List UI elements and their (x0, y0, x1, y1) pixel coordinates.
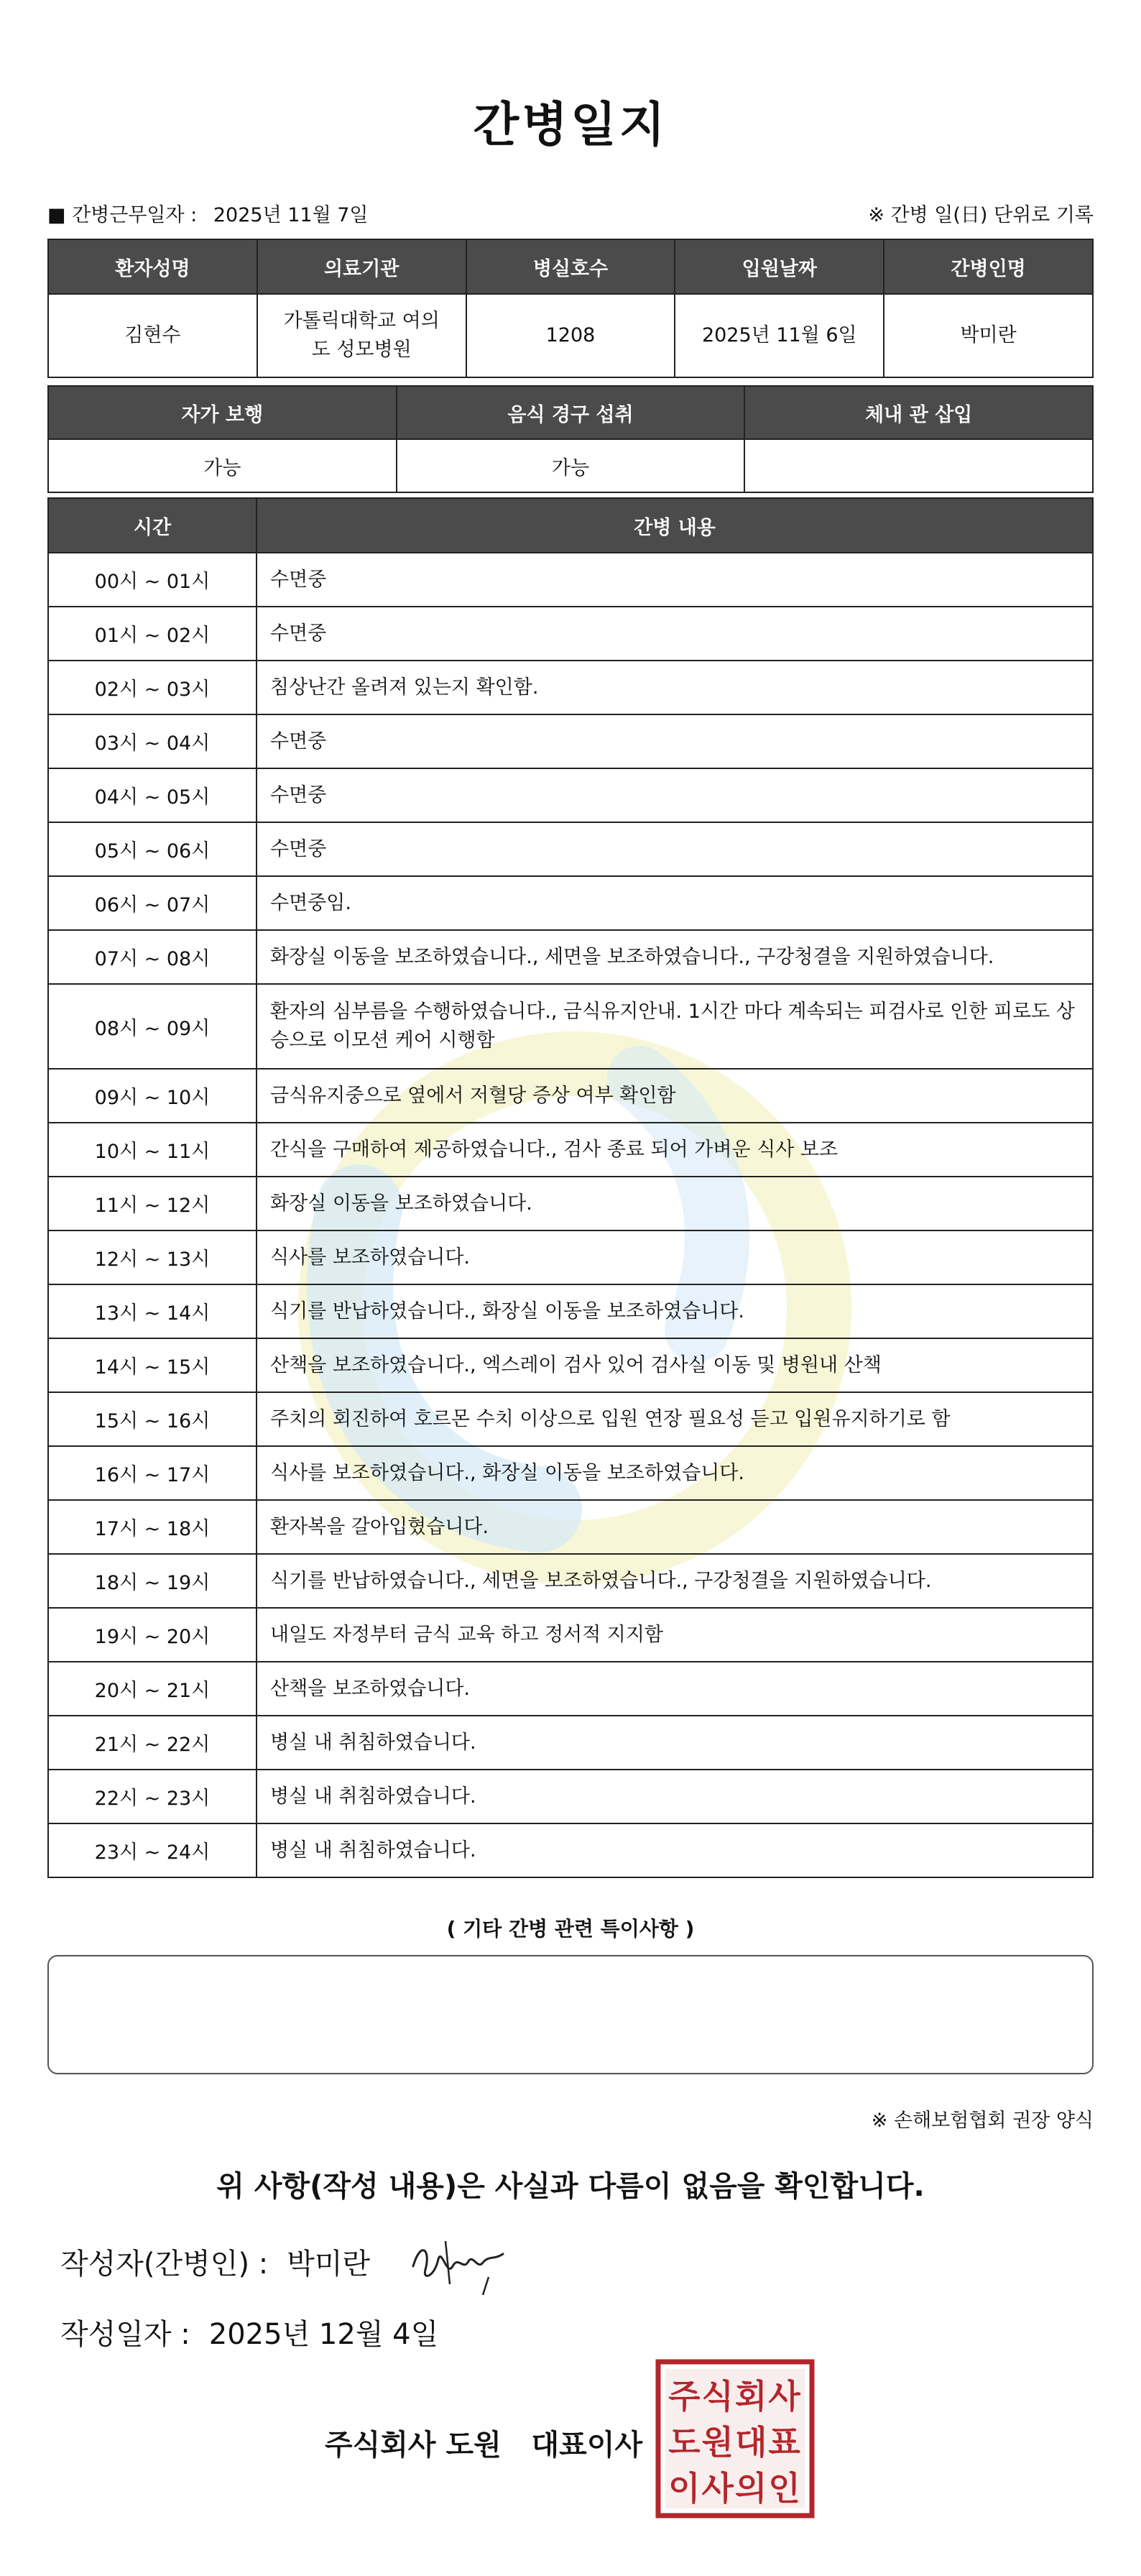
log-row (48, 1338, 1093, 1392)
log-time: 09시 ~ 10시 (48, 1069, 257, 1123)
log-row (48, 1608, 1093, 1662)
caregiver-name: 박미란 (884, 294, 1093, 377)
patient-info-table (47, 239, 1094, 378)
log-header-row (48, 498, 1093, 553)
log-time: 16시 ~ 17시 (48, 1446, 257, 1500)
log-content: 수면중 (257, 607, 1093, 661)
log-content: 수면중 (257, 768, 1093, 822)
log-row (48, 661, 1093, 714)
ability-header-row (48, 386, 1093, 439)
confirmation-statement: 위 사항(작성 내용)은 사실과 다름이 없음을 확인합니다. (216, 2170, 925, 2203)
log-content: 식사를 보조하였습니다. (257, 1230, 1093, 1284)
log-time: 01시 ~ 02시 (48, 607, 257, 661)
record-note: ※ 간병 일(日) 단위로 기록 (868, 203, 1094, 226)
log-time: 13시 ~ 14시 (48, 1284, 257, 1338)
header-caregiver: 간병인명 (884, 239, 1093, 294)
log-row (48, 1392, 1093, 1446)
log-time: 18시 ~ 19시 (48, 1554, 257, 1608)
log-time: 12시 ~ 13시 (48, 1230, 257, 1284)
self-walking-value: 가능 (48, 439, 397, 492)
written-date-label: 작성일자 : (60, 2318, 190, 2351)
svg-text:이사의인: 이사의인 (668, 2469, 802, 2508)
log-time: 03시 ~ 04시 (48, 714, 257, 768)
company-seal (654, 2358, 816, 2520)
work-date (47, 199, 369, 227)
log-row (48, 1554, 1093, 1608)
log-time: 05시 ~ 06시 (48, 822, 257, 876)
log-row (48, 1500, 1093, 1554)
log-content: 간식을 구매하여 제공하였습니다., 검사 종료 되어 가벼운 식사 보조 (257, 1123, 1093, 1177)
log-body (48, 553, 1093, 1877)
log-row (48, 1284, 1093, 1338)
log-content: 수면중 (257, 714, 1093, 768)
hospital-name: 가톨릭대학교 여의도 성모병원 (257, 294, 466, 377)
room-number: 1208 (466, 294, 675, 377)
header-time: 시간 (48, 498, 257, 553)
patient-name: 김현수 (48, 294, 257, 377)
log-content: 산책을 보조하였습니다. (257, 1662, 1093, 1716)
log-content: 식기를 반납하였습니다., 세면을 보조하였습니다., 구강청결을 지원하였습니다. (257, 1554, 1093, 1608)
log-row (48, 1662, 1093, 1716)
patient-value-row (48, 294, 1093, 377)
log-content: 식사를 보조하였습니다., 화장실 이동을 보조하였습니다. (257, 1446, 1093, 1500)
log-time: 23시 ~ 24시 (48, 1823, 257, 1877)
header-patient-name: 환자성명 (48, 239, 257, 294)
log-time: 19시 ~ 20시 (48, 1608, 257, 1662)
log-content: 주치의 회진하여 호르몬 수치 이상으로 입원 연장 필요성 듣고 입원유지하기로 함 (257, 1392, 1093, 1446)
writer-line (60, 2241, 370, 2282)
log-content: 금식유지중으로 옆에서 저혈당 증상 여부 확인함 (257, 1069, 1093, 1123)
log-content: 환자의 심부름을 수행하였습니다., 금식유지안내. 1시간 마다 계속되는 피검사로 인한 피로도 상승으로 이모션 케어 시행함 (257, 984, 1093, 1069)
handwritten-signature (402, 2227, 517, 2306)
log-content: 수면중임. (257, 876, 1093, 930)
log-row (48, 876, 1093, 930)
log-content: 화장실 이동을 보조하였습니다. (257, 1177, 1093, 1230)
log-row (48, 984, 1093, 1069)
log-row (48, 1823, 1093, 1877)
care-log-table (47, 497, 1094, 1878)
log-content: 수면중 (257, 822, 1093, 876)
log-content: 화장실 이동을 보조하였습니다., 세면을 보조하였습니다., 구강청결을 지원하였습니다. (257, 930, 1093, 984)
header-tube-insertion: 체내 관 삽입 (744, 386, 1093, 439)
info-row (47, 198, 1094, 227)
log-row (48, 1230, 1093, 1284)
header-admission-date: 입원날짜 (675, 239, 884, 294)
log-row (48, 768, 1093, 822)
header-room: 병실호수 (466, 239, 675, 294)
log-time: 04시 ~ 05시 (48, 768, 257, 822)
log-content: 병실 내 취침하였습니다. (257, 1770, 1093, 1823)
log-row (48, 553, 1093, 607)
log-time: 20시 ~ 21시 (48, 1662, 257, 1716)
writer-name: 박미란 (287, 2248, 371, 2281)
log-content: 병실 내 취침하였습니다. (257, 1716, 1093, 1770)
notes-title: ( 기타 간병 관련 특이사항 ) (446, 1917, 695, 1941)
header-self-walking: 자가 보행 (48, 386, 397, 439)
log-content: 병실 내 취침하였습니다. (257, 1823, 1093, 1877)
log-time: 07시 ~ 08시 (48, 930, 257, 984)
source-note: ※ 손해보험협회 권장 양식 (871, 2110, 1094, 2132)
log-content: 수면중 (257, 553, 1093, 607)
log-content: 산책을 보조하였습니다., 엑스레이 검사 있어 검사실 이동 및 병원내 산책 (257, 1338, 1093, 1392)
log-time: 15시 ~ 16시 (48, 1392, 257, 1446)
work-date-label: ■ 간병근무일자 : (47, 203, 198, 226)
log-time: 11시 ~ 12시 (48, 1177, 257, 1230)
log-row (48, 930, 1093, 984)
patient-ability-table (47, 385, 1094, 493)
admission-date: 2025년 11월 6일 (675, 294, 884, 377)
log-row (48, 1716, 1093, 1770)
log-time: 08시 ~ 09시 (48, 984, 257, 1069)
log-content: 침상난간 올려져 있는지 확인함. (257, 661, 1093, 714)
svg-text:도원대표: 도원대표 (668, 2423, 802, 2462)
log-row (48, 1069, 1093, 1123)
page-title: 간병일지 (473, 97, 668, 152)
log-time: 14시 ~ 15시 (48, 1338, 257, 1392)
log-time: 10시 ~ 11시 (48, 1123, 257, 1177)
log-content: 내일도 자정부터 금식 교육 하고 정서적 지지함 (257, 1608, 1093, 1662)
tube-insertion-value (744, 439, 1093, 492)
writer-label: 작성자(간병인) : (60, 2248, 269, 2281)
header-care-content: 간병 내용 (257, 498, 1093, 553)
log-content: 환자복을 갈아입혔습니다. (257, 1500, 1093, 1554)
written-date-line (60, 2312, 438, 2352)
log-time: 00시 ~ 01시 (48, 553, 257, 607)
log-time: 21시 ~ 22시 (48, 1716, 257, 1770)
oral-intake-value: 가능 (397, 439, 745, 492)
log-time: 17시 ~ 18시 (48, 1500, 257, 1554)
log-row (48, 607, 1093, 661)
svg-text:주식회사: 주식회사 (668, 2377, 802, 2416)
header-oral-intake: 음식 경구 섭취 (397, 386, 745, 439)
log-row (48, 1446, 1093, 1500)
log-row (48, 822, 1093, 876)
work-date-value: 2025년 11월 7일 (213, 203, 369, 226)
log-row (48, 1770, 1093, 1823)
ability-value-row (48, 439, 1093, 492)
log-row (48, 1177, 1093, 1230)
log-time: 02시 ~ 03시 (48, 661, 257, 714)
company-signature: 주식회사 도원 대표이사 (325, 2429, 643, 2462)
log-content: 식기를 반납하였습니다., 화장실 이동을 보조하였습니다. (257, 1284, 1093, 1338)
log-time: 06시 ~ 07시 (48, 876, 257, 930)
patient-header-row (48, 239, 1093, 294)
log-row (48, 1123, 1093, 1177)
log-time: 22시 ~ 23시 (48, 1770, 257, 1823)
notes-box (47, 1955, 1094, 2074)
header-hospital: 의료기관 (257, 239, 466, 294)
log-row (48, 714, 1093, 768)
written-date-value: 2025년 12월 4일 (208, 2318, 439, 2351)
